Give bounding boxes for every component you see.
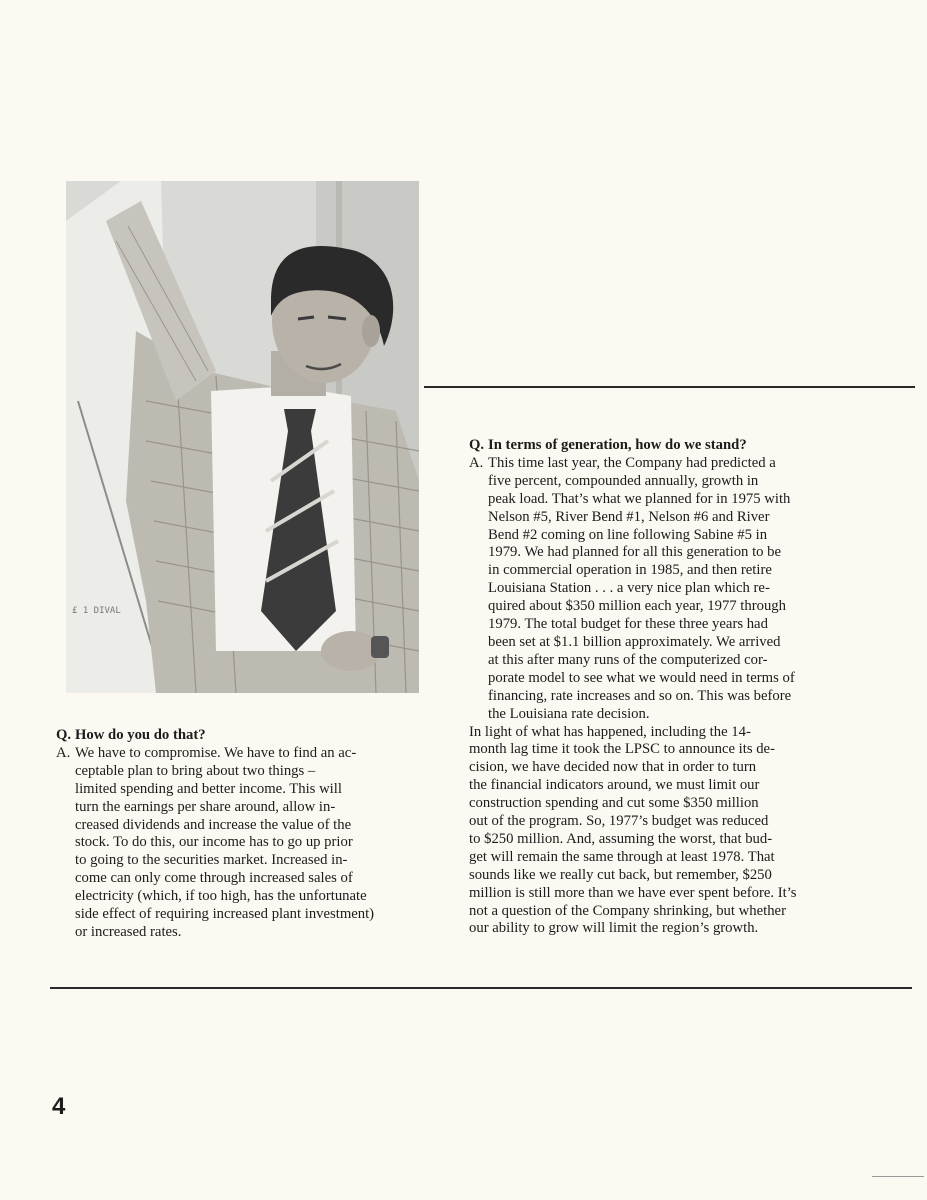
chart-board-text: £ 1 DIVAL bbox=[72, 606, 121, 616]
answer-line: or increased rates. bbox=[75, 923, 182, 940]
presenter-photo bbox=[66, 181, 419, 693]
bottom-divider-rule bbox=[50, 987, 912, 989]
answer-line: Bend #2 coming on line following Sabine #5 in bbox=[488, 526, 768, 543]
answer-line: peak load. That’s what we planned for in 1975 with bbox=[488, 490, 791, 507]
answer-continuation bbox=[469, 724, 889, 939]
continuation-line: get will remain the same through at least 1978. That bbox=[469, 848, 775, 865]
answer-line: the Louisiana rate decision. bbox=[488, 705, 650, 722]
continuation-line: to $250 million. And, assuming the worst, that bud- bbox=[469, 830, 773, 847]
answer-text bbox=[488, 455, 889, 724]
answer-line: 1979. The total budget for these three years had bbox=[488, 616, 768, 633]
answer-generation bbox=[469, 455, 889, 724]
question-text: How do you do that? bbox=[75, 727, 206, 743]
answer-line: to going to the securities market. Increased in- bbox=[75, 852, 348, 869]
question-generation bbox=[469, 437, 889, 455]
answer-line: creased dividends and increase the value of the bbox=[75, 816, 352, 833]
answer-line: side effect of requiring increased plant investment) bbox=[75, 906, 375, 923]
compromise-qa bbox=[56, 727, 446, 942]
answer-line: quired about $350 million each year, 1977 through bbox=[488, 598, 786, 615]
answer-line: come can only come through increased sales of bbox=[75, 870, 353, 887]
answer-line: This time last year, the Company had predicted a bbox=[488, 454, 776, 471]
question-label: Q. bbox=[56, 727, 72, 743]
answer-label: A. bbox=[469, 454, 484, 471]
continuation-line: construction spending and cut some $350 million bbox=[469, 795, 759, 812]
answer-line: porate model to see what we would need in terms of bbox=[488, 669, 795, 686]
answer-line: turn the earnings per share around, allow in- bbox=[75, 798, 336, 815]
continuation-line: not a question of the Company shrinking, but whether bbox=[469, 902, 786, 919]
question-text: In terms of generation, how do we stand? bbox=[488, 437, 747, 453]
answer-how bbox=[56, 745, 446, 942]
continuation-line: In light of what has happened, including the 14- bbox=[469, 723, 751, 740]
man-presenting-icon bbox=[66, 181, 419, 693]
answer-label: A. bbox=[56, 744, 71, 761]
answer-line: Nelson #5, River Bend #1, Nelson #6 and River bbox=[488, 508, 770, 525]
answer-line: financing, rate increases and so on. This was before bbox=[488, 687, 792, 704]
answer-line: ceptable plan to bring about two things – bbox=[75, 762, 316, 779]
question-label: Q. bbox=[469, 437, 485, 453]
answer-line: at this after many runs of the computerized cor- bbox=[488, 651, 768, 668]
answer-line: 1979. We had planned for all this generation to be bbox=[488, 544, 782, 561]
continuation-line: cision, we have decided now that in order to turn bbox=[469, 759, 757, 776]
page-number: 4 bbox=[52, 1093, 66, 1120]
answer-line: limited spending and better income. This will bbox=[75, 780, 342, 797]
answer-line: Louisiana Station . . . a very nice plan which re- bbox=[488, 580, 770, 597]
continuation-line: out of the program. So, 1977’s budget was reduced bbox=[469, 813, 769, 830]
continuation-line: our ability to grow will limit the region’s growth. bbox=[469, 920, 759, 937]
page-edge-mark bbox=[872, 1176, 924, 1177]
answer-line: in commercial operation in 1985, and then retire bbox=[488, 562, 772, 579]
answer-line: been set at $1.1 billion approximately. We arrived bbox=[488, 633, 781, 650]
answer-text bbox=[75, 745, 446, 942]
answer-line: five percent, compounded annually, growth in bbox=[488, 472, 759, 489]
answer-line: stock. To do this, our income has to go up prior bbox=[75, 834, 353, 851]
question-how bbox=[56, 727, 446, 745]
generation-qa bbox=[469, 437, 889, 938]
answer-line: electricity (which, if too high, has the unfortunate bbox=[75, 888, 367, 905]
continuation-line: month lag time it took the LPSC to announce its de- bbox=[469, 741, 775, 758]
answer-line: We have to compromise. We have to find an ac- bbox=[75, 744, 357, 761]
top-divider-rule bbox=[424, 386, 915, 388]
continuation-line: sounds like we really cut back, but remember, $250 bbox=[469, 866, 772, 883]
continuation-line: the financial indicators around, we must limit our bbox=[469, 777, 760, 794]
continuation-line: million is still more than we have ever spent before. It’s bbox=[469, 884, 797, 901]
